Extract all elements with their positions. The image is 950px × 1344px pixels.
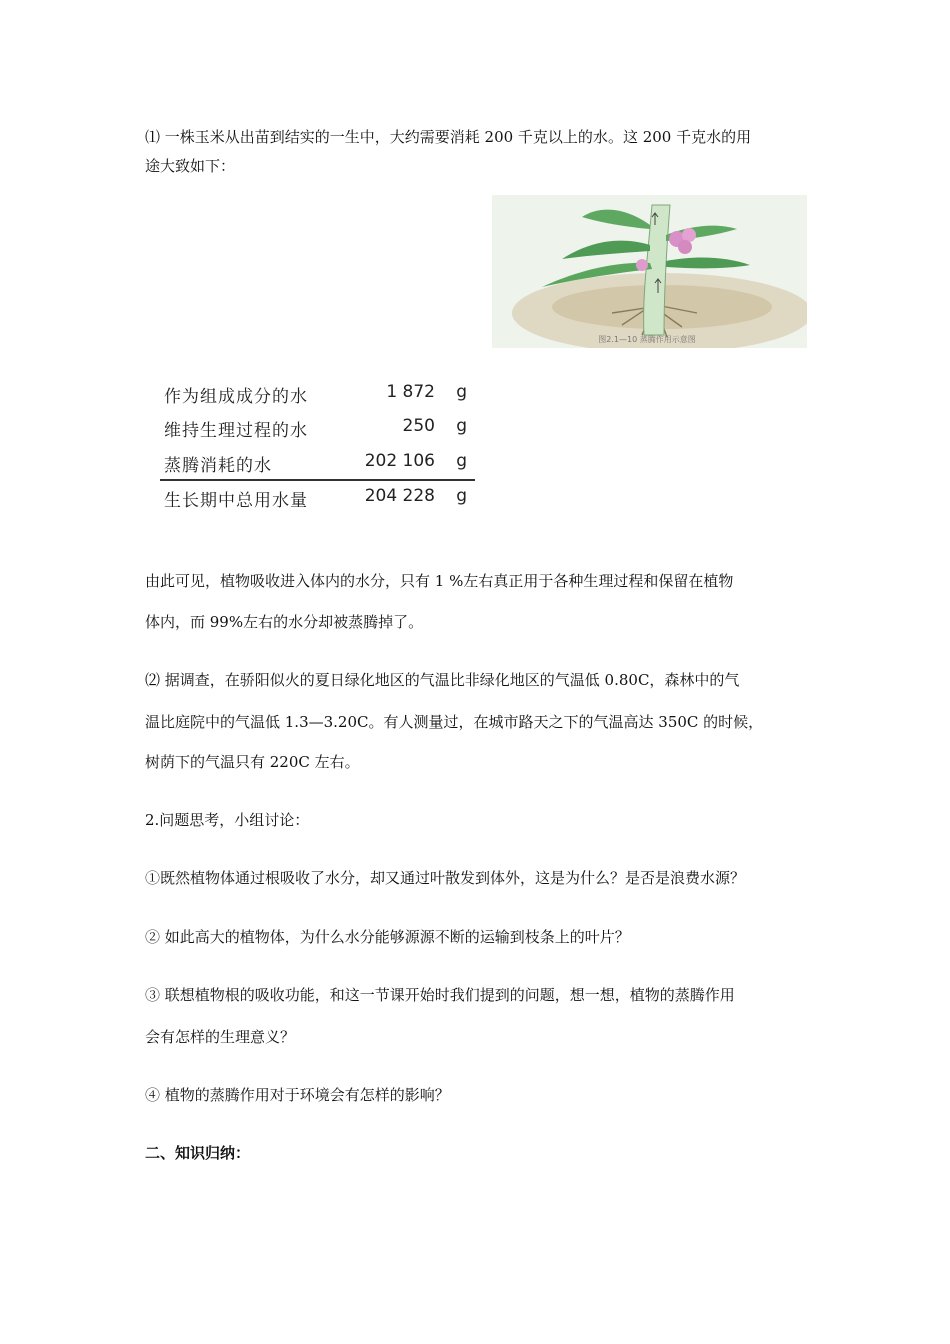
para3-line1: ⑵ 据调查，在骄阳似火的夏日绿化地区的气温比非绿化地区的气温低 0.80C，森林中的气 — [145, 671, 740, 689]
row-value: 1 872 — [386, 382, 435, 402]
question-1: ①既然植物体通过根吸收了水分，却又通过叶散发到体外，这是为什么？是否是浪费水源？ — [145, 869, 746, 887]
water-usage-table — [160, 378, 475, 513]
table-row — [160, 412, 475, 440]
heading-knowledge: 二、知识归纳： — [145, 1144, 251, 1162]
para3-line3: 树荫下的气温只有 220C 左右。 — [145, 753, 360, 771]
para2-line2: 体内，而 99%左右的水分却被蒸腾掉了。 — [145, 613, 424, 631]
row-value: 204 228 — [364, 486, 435, 506]
para1-line2: 途大致如下： — [145, 157, 236, 175]
figure-caption: 图2.1—10 蒸腾作用示意图 — [598, 335, 696, 344]
question-2: ② 如此高大的植物体，为什么水分能够源源不断的运输到枝条上的叶片？ — [145, 928, 630, 946]
table-row — [160, 378, 475, 406]
question-4: ④ 植物的蒸腾作用对于环境会有怎样的影响？ — [145, 1086, 450, 1104]
row-unit: g — [456, 486, 467, 506]
para3-line2: 温比庭院中的气温低 1.3—3.20C。有人测量过，在城市路天之下的气温高达 350C 的时候， — [145, 713, 764, 731]
transpiration-figure — [492, 195, 807, 348]
row-unit: g — [456, 382, 467, 402]
row-label: 维持生理过程的水 — [164, 421, 308, 441]
row-unit: g — [456, 451, 467, 471]
para2-line1: 由此可见，植物吸收进入体内的水分，只有 1 %左右真正用于各种生理过程和保留在植物 — [145, 572, 734, 590]
row-label: 作为组成成分的水 — [164, 387, 308, 407]
row-value: 202 106 — [364, 451, 435, 471]
plant-illustration — [492, 195, 807, 348]
table-row-total — [160, 482, 475, 510]
section2-title: 2.问题思考，小组讨论： — [145, 811, 310, 829]
table-total-rule — [160, 479, 475, 481]
question-3-line2: 会有怎样的生理意义？ — [145, 1028, 296, 1046]
row-label: 生长期中总用水量 — [164, 491, 308, 511]
row-label: 蒸腾消耗的水 — [164, 456, 272, 476]
table-row — [160, 447, 475, 475]
question-3-line1: ③ 联想植物根的吸收功能，和这一节课开始时我们提到的问题，想一想，植物的蒸腾作用 — [145, 986, 735, 1004]
row-unit: g — [456, 416, 467, 436]
row-value: 250 — [402, 416, 435, 436]
para1-line1: ⑴ 一株玉米从出苗到结实的一生中，大约需要消耗 200 千克以上的水。这 200 千克水的用 — [145, 128, 752, 146]
